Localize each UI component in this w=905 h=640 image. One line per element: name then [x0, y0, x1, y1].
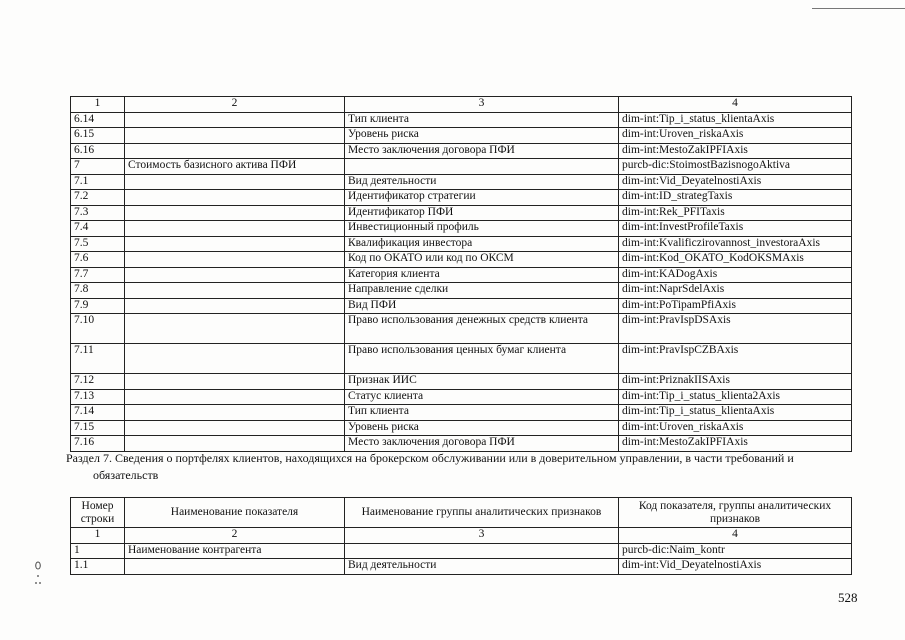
table-cell: 1.1 — [71, 559, 125, 575]
table-row — [71, 298, 852, 314]
table-cell: dim-int:Uroven_riskaAxis — [619, 128, 852, 144]
section-7-heading — [66, 450, 871, 484]
table-cell: dim-int:Tip_i_status_klienta2Axis — [619, 389, 852, 405]
section-heading-line2: обязательств — [93, 468, 159, 482]
table-cell: Тип клиента — [345, 405, 619, 421]
table-row — [71, 190, 852, 206]
header-row — [71, 498, 852, 528]
table-cell: Квалификация инвестора — [345, 236, 619, 252]
table-row — [71, 283, 852, 299]
table-row — [71, 205, 852, 221]
table-row — [71, 314, 852, 344]
table-cell: 1 — [71, 543, 125, 559]
table-cell: Право использования денежных средств клиента — [345, 314, 619, 344]
header-cell: Код показателя, группы аналитических признаков — [619, 498, 852, 528]
table-cell: dim-int:Kod_OKATO_KodOKSMAxis — [619, 252, 852, 268]
table-row — [71, 344, 852, 374]
table-cell: 7.16 — [71, 436, 125, 452]
table-cell: Идентификатор ПФИ — [345, 205, 619, 221]
table-cell: 7.15 — [71, 420, 125, 436]
table-cell: dim-int:Tip_i_status_klientaAxis — [619, 405, 852, 421]
table-cell: 7.10 — [71, 314, 125, 344]
column-number-cell: 4 — [619, 97, 852, 113]
table-cell: Статус клиента — [345, 389, 619, 405]
table-cell: Место заключения договора ПФИ — [345, 436, 619, 452]
table-cell — [345, 159, 619, 175]
table-cell: 7.13 — [71, 389, 125, 405]
table-cell: dim-int:InvestProfileTaxis — [619, 221, 852, 237]
table-row — [71, 128, 852, 144]
margin-mark — [34, 560, 42, 590]
table-cell: dim-int:Vid_DeyatelnostiAxis — [619, 559, 852, 575]
table-cell: dim-int:Tip_i_status_klientaAxis — [619, 112, 852, 128]
table-cell: 7.1 — [71, 174, 125, 190]
table-cell: Место заключения договора ПФИ — [345, 143, 619, 159]
table-cell — [125, 344, 345, 374]
table-cell: Уровень риска — [345, 128, 619, 144]
table-row — [71, 374, 852, 390]
table-cell — [125, 420, 345, 436]
table-cell: Наименование контрагента — [125, 543, 345, 559]
table-cell — [125, 128, 345, 144]
table-cell: 7 — [71, 159, 125, 175]
table-cell: Право использования ценных бумаг клиента — [345, 344, 619, 374]
table-cell: dim-int:PravIspDSAxis — [619, 314, 852, 344]
table-row — [71, 159, 852, 175]
table-cell: purcb-dic:Naim_kontr — [619, 543, 852, 559]
table-cell: Идентификатор стратегии — [345, 190, 619, 206]
table-cell: dim-int:PoTipamPfiAxis — [619, 298, 852, 314]
table-cell: 7.11 — [71, 344, 125, 374]
table-cell — [125, 205, 345, 221]
table-cell — [125, 374, 345, 390]
table-cell: Вид деятельности — [345, 174, 619, 190]
table-row — [71, 389, 852, 405]
table-cell: dim-int:Uroven_riskaAxis — [619, 420, 852, 436]
table-cell: dim-int:Rek_PFITaxis — [619, 205, 852, 221]
table-cell: Код по ОКАТО или код по ОКСМ — [345, 252, 619, 268]
table-cell — [125, 405, 345, 421]
table-cell: 6.15 — [71, 128, 125, 144]
table-row — [71, 267, 852, 283]
table-cell: dim-int:ID_strategTaxis — [619, 190, 852, 206]
column-number-cell: 1 — [71, 528, 125, 544]
table-cell: Вид ПФИ — [345, 298, 619, 314]
header-cell: Номер строки — [71, 498, 125, 528]
table-cell — [125, 298, 345, 314]
top-rule — [812, 8, 905, 9]
table-cell: dim-int:NaprSdelAxis — [619, 283, 852, 299]
table-row — [71, 143, 852, 159]
table-cell: 7.4 — [71, 221, 125, 237]
table-row — [71, 559, 852, 575]
column-number-cell: 3 — [345, 528, 619, 544]
table-cell: dim-int:MestoZakIPFIAxis — [619, 143, 852, 159]
table-cell: 6.16 — [71, 143, 125, 159]
table-row — [71, 543, 852, 559]
table-cell: dim-int:Kvalificzirovannost_investoraAxis — [619, 236, 852, 252]
column-number-row — [71, 528, 852, 544]
table-row — [71, 405, 852, 421]
header-cell: Наименование группы аналитических признаков — [345, 498, 619, 528]
table-cell — [125, 314, 345, 344]
table-cell: 7.6 — [71, 252, 125, 268]
table-cell: Признак ИИС — [345, 374, 619, 390]
table-cell — [125, 190, 345, 206]
section-7-table — [70, 497, 852, 575]
table-row — [71, 436, 852, 452]
table-cell — [125, 389, 345, 405]
table-cell: dim-int:PravIspCZBAxis — [619, 344, 852, 374]
table-cell: 7.3 — [71, 205, 125, 221]
table-cell: dim-int:Vid_DeyatelnostiAxis — [619, 174, 852, 190]
table-cell — [125, 436, 345, 452]
table-cell: Категория клиента — [345, 267, 619, 283]
indicator-table-continued — [70, 96, 852, 452]
table-cell: 7.2 — [71, 190, 125, 206]
table-cell — [125, 252, 345, 268]
table-cell: dim-int:MestoZakIPFIAxis — [619, 436, 852, 452]
table-cell — [125, 112, 345, 128]
table-row — [71, 236, 852, 252]
table-cell: 7.12 — [71, 374, 125, 390]
table-cell: Вид деятельности — [345, 559, 619, 575]
table-cell — [125, 221, 345, 237]
table-cell: 7.9 — [71, 298, 125, 314]
table-cell: purcb-dic:StoimostBazisnogoAktiva — [619, 159, 852, 175]
column-number-cell: 3 — [345, 97, 619, 113]
table-cell — [125, 143, 345, 159]
header-cell: Наименование показателя — [125, 498, 345, 528]
table-cell: Направление сделки — [345, 283, 619, 299]
table-cell: 7.5 — [71, 236, 125, 252]
table-cell: 7.14 — [71, 405, 125, 421]
table-cell — [125, 559, 345, 575]
table-cell: Инвестиционный профиль — [345, 221, 619, 237]
table-cell: 7.7 — [71, 267, 125, 283]
table-cell: 7.8 — [71, 283, 125, 299]
table-cell — [125, 174, 345, 190]
table-cell — [345, 543, 619, 559]
column-number-cell: 2 — [125, 528, 345, 544]
section-heading-line1: Раздел 7. Сведения о портфелях клиентов, находящихся на брокерском обслуживании или в доверительном управлении, в части требований и — [66, 451, 794, 465]
table-row — [71, 221, 852, 237]
table-cell: dim-int:KADogAxis — [619, 267, 852, 283]
column-number-cell: 2 — [125, 97, 345, 113]
table-cell — [125, 267, 345, 283]
table-row — [71, 174, 852, 190]
column-number-cell: 1 — [71, 97, 125, 113]
table-cell: 6.14 — [71, 112, 125, 128]
table-cell: Тип клиента — [345, 112, 619, 128]
table-cell — [125, 236, 345, 252]
table-cell: Уровень риска — [345, 420, 619, 436]
table-cell: dim-int:PriznakIISAxis — [619, 374, 852, 390]
table-row — [71, 112, 852, 128]
table-cell: Стоимость базисного актива ПФИ — [125, 159, 345, 175]
table-cell — [125, 283, 345, 299]
column-number-cell: 4 — [619, 528, 852, 544]
table-row — [71, 420, 852, 436]
page-number: 528 — [838, 590, 858, 605]
column-number-row — [71, 97, 852, 113]
table-row — [71, 252, 852, 268]
